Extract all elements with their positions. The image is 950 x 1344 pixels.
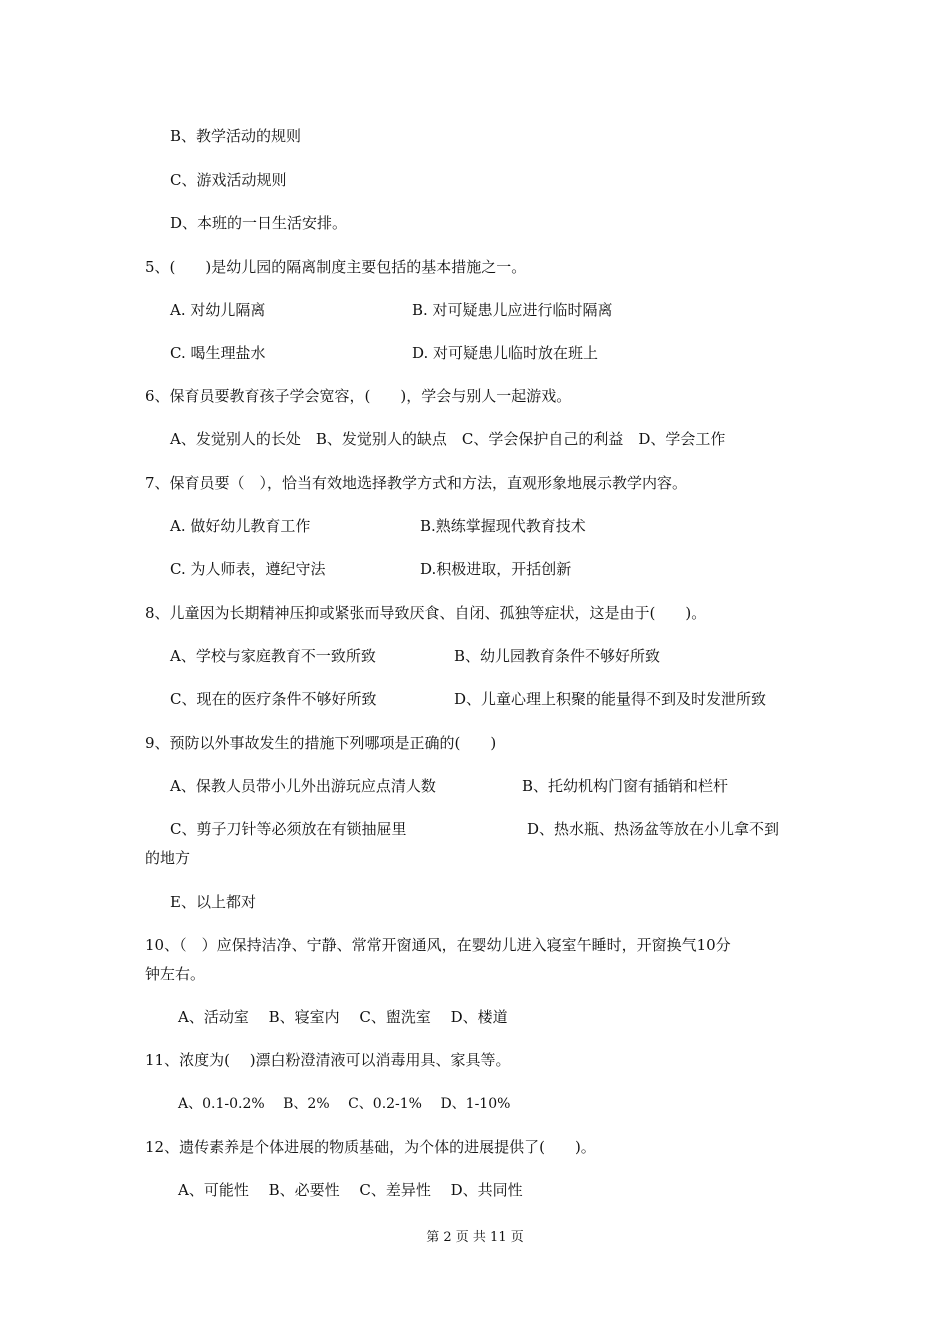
question-7: 7、保育员要（ ），恰当有效地选择教学方式和方法，直观形象地展示教学内容。 [145, 474, 688, 492]
q4-option-c: C、游戏活动规则 [170, 171, 287, 189]
question-6: 6、保育员要教育孩子学会宽容，( )，学会与别人一起游戏。 [145, 387, 572, 405]
q8-option-b: B、幼儿园教育条件不够好所致 [454, 647, 661, 665]
q11-options: A、0.1-0.2% B、2% C、0.2-1% D、1-10% [178, 1096, 511, 1112]
q4-option-b: B、教学活动的规则 [170, 127, 302, 145]
question-10-continued: 钟左右。 [145, 965, 206, 983]
q12-options: A、可能性 B、必要性 C、差异性 D、共同性 [178, 1181, 523, 1199]
question-12: 12、遗传素养是个体进展的物质基础，为个体的进展提供了( )。 [145, 1138, 596, 1156]
q8-option-d: D、儿童心理上积聚的能量得不到及时发泄所致 [454, 690, 767, 708]
question-11: 11、浓度为( )漂白粉澄清液可以消毒用具、家具等。 [145, 1051, 511, 1069]
question-5: 5、( )是幼儿园的隔离制度主要包括的基本措施之一。 [145, 258, 527, 276]
q7-option-b: B.熟练掌握现代教育技术 [420, 517, 586, 535]
q4-option-d: D、本班的一日生活安排。 [170, 214, 348, 232]
q9-option-a: A、保教人员带小儿外出游玩应点清人数 [170, 777, 436, 795]
question-10: 10、（ ）应保持洁净、宁静、常常开窗通风，在婴幼儿进入寝室午睡时，开窗换气10分 [145, 936, 731, 954]
q5-option-d: D. 对可疑患儿临时放在班上 [412, 344, 599, 362]
q5-option-b: B. 对可疑患儿应进行临时隔离 [412, 301, 613, 319]
q8-option-c: C、现在的医疗条件不够好所致 [170, 690, 377, 708]
q9-option-d: D、热水瓶、热汤盆等放在小儿拿不到 [527, 820, 780, 838]
q7-option-c: C. 为人师表，遵纪守法 [170, 560, 326, 578]
q6-options: A、发觉别人的长处 B、发觉别人的缺点 C、学会保护自己的利益 D、学会工作 [170, 430, 726, 448]
q7-option-a: A. 做好幼儿教育工作 [170, 517, 311, 535]
question-8: 8、儿童因为长期精神压抑或紧张而导致厌食、自闭、孤独等症状，这是由于( )。 [145, 604, 707, 622]
q10-options: A、活动室 B、寝室内 C、盥洗室 D、楼道 [178, 1008, 508, 1026]
q9-option-c: C、剪子刀针等必须放在有锁抽屉里 [170, 820, 407, 838]
q9-option-e: E、以上都对 [170, 893, 256, 911]
q5-option-c: C. 喝生理盐水 [170, 344, 266, 362]
q7-option-d: D.积极进取，开括创新 [420, 560, 572, 578]
q5-option-a: A. 对幼儿隔离 [170, 301, 266, 319]
q8-option-a: A、学校与家庭教育不一致所致 [170, 647, 376, 665]
question-9: 9、预防以外事故发生的措施下列哪项是正确的( ) [145, 734, 497, 752]
page-footer: 第 2 页 共 11 页 [426, 1230, 524, 1245]
q9-option-b: B、托幼机构门窗有插销和栏杆 [522, 777, 729, 795]
q9-option-d-continued: 的地方 [145, 849, 191, 867]
